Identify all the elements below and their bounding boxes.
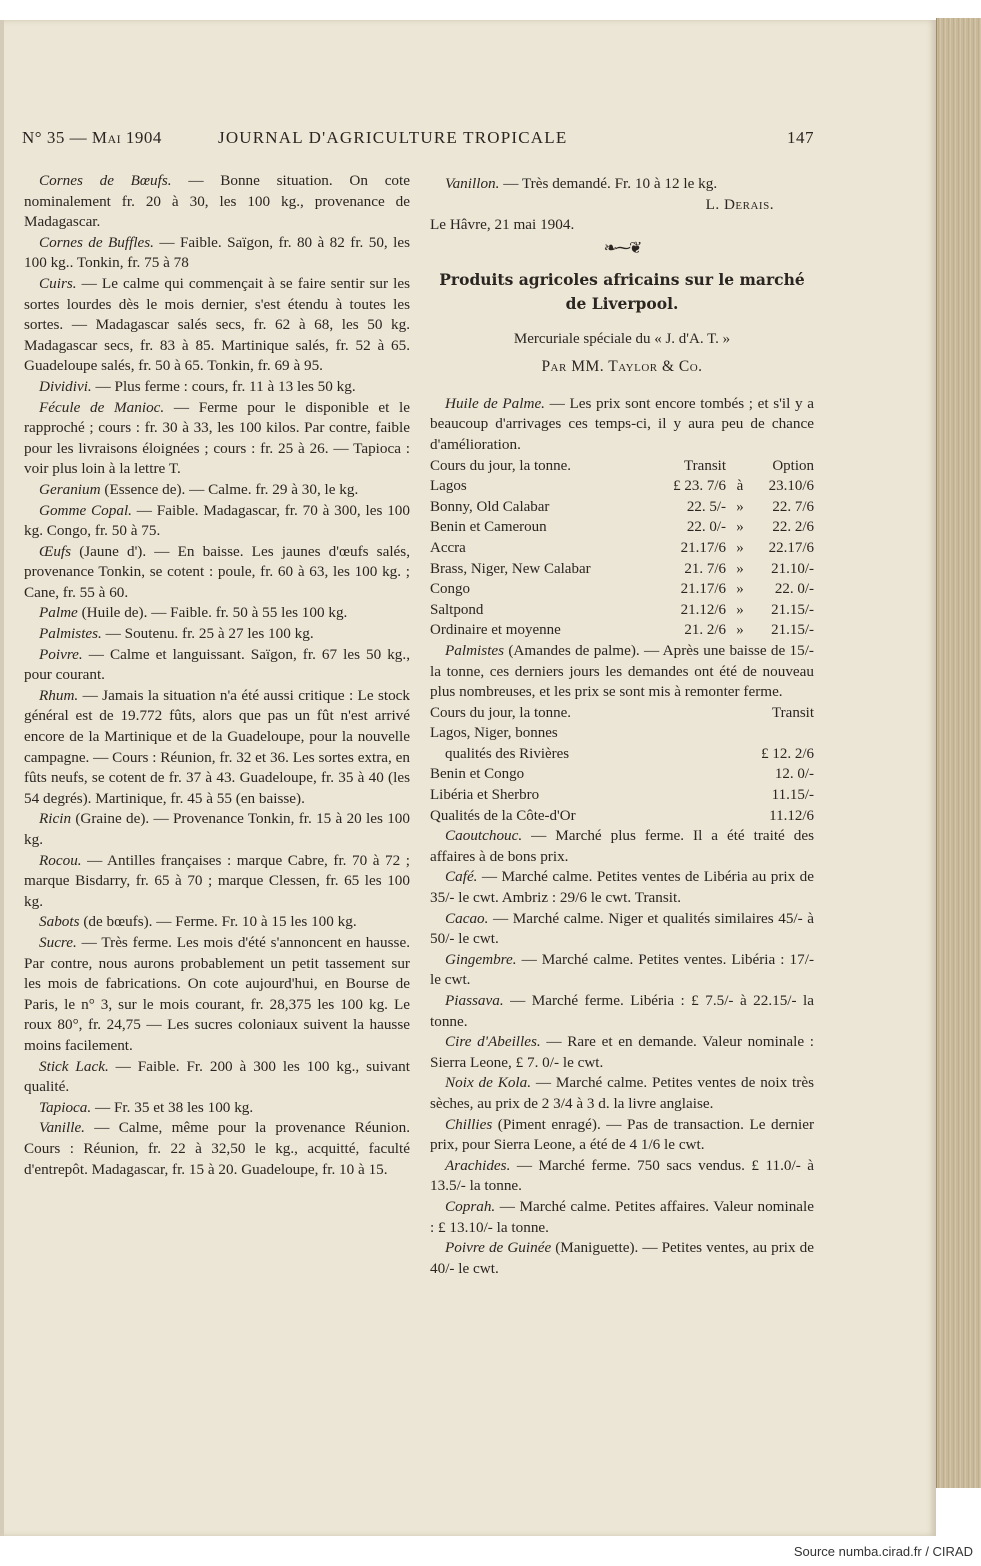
column-header: Cours du jour, la tonne. [430, 457, 572, 474]
right-column [430, 174, 814, 1279]
table-row: Bonny, Old Calabar 22. 5/- » 22. 7/6 [430, 498, 814, 515]
entry-paragraph: Poivre de Guinée (Maniguette). — Petites ventes, au prix de 40/- le cwt. [430, 1239, 814, 1277]
article-byline: Par MM. Taylor & Co. [541, 357, 703, 375]
place-date: Le Hâvre, 21 mai 1904. [430, 216, 575, 234]
entry-paragraph: Rhum. — Jamais la situation n'a été aussi critique : Le stock général est de 19.772 fûts, alors que pas un fût n'est arrivé encore de la Martinique et de la Guadeloupe, pour la nouvelle campagne. — Cours : Réunion, fr. 32 et 36. Les sortes extra, en fûts neufs, se cotent de fr. 37 à 43. Guadeloupe, fr. 35 à 40 (les 54 degrés). Martinique, fr. 45 à 55 (en baisse). [24, 686, 410, 807]
palm-oil-price-table [430, 456, 814, 641]
entry-paragraph: Vanille. — Calme, même pour la provenance Réunion. Cours : Réunion, fr. 22 à 32,50 le kg., acquitté, faculté d'entrepôt. Madagascar, fr. 15 à 20. Guadeloupe, fr. 10 à 15. [24, 1119, 410, 1178]
entry-paragraph: Cacao. — Marché calme. Niger et qualités similaires 45/- à 50/- le cwt. [430, 909, 814, 948]
source-credit: Source numba.cirad.fr / CIRAD [793, 1544, 973, 1559]
entry-paragraph: Ricin (Graine de). — Provenance Tonkin, fr. 15 à 20 les 100 kg. [24, 810, 410, 848]
entry-paragraph: Gomme Copal. — Faible. Madagascar, fr. 70 à 300, les 100 kg. Congo, fr. 50 à 75. [24, 501, 410, 540]
entry-paragraph: Chillies (Piment enragé). — Pas de transaction. Le dernier prix, pour Sierra Leone, a été de 4 1/6 le cwt. [430, 1115, 814, 1154]
entry-paragraph: Vanillon. — Très demandé. Fr. 10 à 12 le kg. [445, 175, 718, 192]
table-row: Libéria et Sherbro 11.15/- [430, 787, 814, 804]
page-gutter-shadow [0, 20, 4, 1536]
entry-paragraph: Sabots (de bœufs). — Ferme. Fr. 10 à 15 les 100 kg. [39, 913, 357, 931]
entry-paragraph: Tapioca. — Fr. 35 et 38 les 100 kg. [39, 1098, 254, 1116]
table-row: Brass, Niger, New Calabar 21. 7/6 » 21.10/- [430, 560, 814, 577]
table-row: Qualités de la Côte-d'Or 11.12/6 [430, 807, 814, 824]
entry-paragraph: Poivre. — Calme et languissant. Saïgon, fr. 67 les 50 kg., pour courant. [24, 645, 410, 684]
column-header: Option [772, 457, 814, 474]
table-row: Accra 21.17/6 » 22.17/6 [430, 539, 814, 556]
entry-paragraph: Café. — Marché calme. Petites ventes de Libéria au prix de 35/- le cwt. Ambriz : 29/6 le cwt. Transit. [430, 868, 814, 907]
entry-paragraph: Cire d'Abeilles. — Rare et en demande. Valeur nominale : Sierra Leone, £ 7. 0/- le cwt. [430, 1033, 814, 1071]
column-header: Transit [684, 457, 726, 474]
table-row: Benin et Cameroun 22. 0/- » 22. 2/6 [430, 519, 814, 536]
journal-title: JOURNAL D'AGRICULTURE TROPICALE [218, 128, 568, 147]
table-row: Lagos £ 23. 7/6 à 23.10/6 [430, 478, 814, 495]
entry-paragraph: Geranium (Essence de). — Calme. fr. 29 à 30, le kg. [39, 480, 359, 498]
entry-paragraph: Dividivi. — Plus ferme : cours, fr. 11 à 13 les 50 kg. [39, 377, 356, 395]
entry-paragraph: Coprah. — Marché calme. Petites affaires. Valeur nominale : £ 13.10/- la tonne. [430, 1197, 814, 1236]
table-row: Congo 21.17/6 » 22. 0/- [430, 581, 814, 598]
page-stack-edge [936, 18, 981, 1488]
entry-paragraph: Arachides. — Marché ferme. 750 sacs vendus. £ 11.0/- à 13.5/- la tonne. [430, 1156, 814, 1195]
entry-paragraph: Cornes de Bœufs. — Bonne situation. On cote nominalement fr. 20 à 30, les 100 kg., provenance de Madagascar. [24, 172, 410, 231]
entry-paragraph: Palmistes (Amandes de palme). — Après une baisse de 15/- la tonne, ces derniers jours les demandes ont été de nouveau plus nombreuses, et les prix se sont mis à remonter ferme. [430, 641, 814, 701]
entry-paragraph: Rocou. — Antilles françaises : marque Cabre, fr. 70 à 72 ; marque Bisdarry, fr. 65 à 70 ; marque Clessen, fr. 65 les 100 kg. [24, 851, 410, 910]
table-row: Benin et Congo 12. 0/- [430, 766, 814, 783]
table-row: Ordinaire et moyenne 21. 2/6 » 21.15/- [430, 622, 814, 639]
table-row: Lagos, Niger, bonnes [430, 725, 558, 742]
entry-paragraph: Palme (Huile de). — Faible. fr. 50 à 55 les 100 kg. [39, 604, 348, 622]
column-header: Cours du jour, la tonne. [430, 704, 572, 721]
entry-paragraph: Caoutchouc. — Marché plus ferme. Il a été traité des affaires à de bons prix. [430, 827, 814, 865]
table-header-row [430, 703, 814, 724]
issue-date: N° 35 — Mai 1904 [22, 128, 162, 147]
table-header-row [430, 456, 814, 477]
table-row: Saltpond 21.12/6 » 21.15/- [430, 601, 814, 618]
left-column [24, 171, 410, 1180]
running-header [22, 128, 814, 154]
entry-paragraph: Palmistes. — Soutenu. fr. 25 à 27 les 100 kg. [39, 625, 314, 643]
entry-paragraph: Œufs (Jaune d'). — En baisse. Les jaunes d'œufs salés, provenance Tonkin, se cotent : poule, fr. 60 à 63, les 100 kg. ; Cane, fr. 55 à 60. [24, 542, 410, 601]
entry-paragraph: Piassava. — Marché ferme. Libéria : £ 7.5/- à 22.15/- la tonne. [430, 992, 814, 1030]
page-number: 147 [787, 128, 814, 147]
column-header: Transit [772, 704, 814, 721]
entry-paragraph: Fécule de Manioc. — Ferme pour le disponible et le rapproché ; cours : fr. 30 à 33, les 100 kilos. Par contre, faible pour les livraisons éloignées ; cours : fr. 25 à 26. — Tapioca : voir plus loin à la lettre T. [24, 398, 410, 478]
entry-paragraph: Gingembre. — Marché calme. Petites ventes. Libéria : 17/- le cwt. [430, 950, 814, 989]
palm-kernel-price-table [430, 703, 814, 827]
entry-paragraph: Cuirs. — Le calme qui commençait à se faire sentir sur les sortes lourdes dès le mois dernier, s'est étendu à toutes les sortes. — Madagascar salés secs, fr. 62 à 68, les 50 kg. Madagascar secs, fr. 83 à 85. Martinique salés, fr. 52 à 65. Guadeloupe salés, fr. 50 à 65. Tonkin, fr. 69 à 95. [24, 274, 410, 375]
article-title: Produits agricoles africains sur le marché de Liverpool. [439, 269, 805, 313]
entry-paragraph: Huile de Palme. — Les prix sont encore tombés ; et s'il y a beaucoup d'arrivages ces temps-ci, il y aura peu de chance d'amélioration. [430, 394, 814, 453]
ornament-icon: ❧⁓❦ [603, 239, 641, 257]
entry-paragraph: Stick Lack. — Faible. Fr. 200 à 300 les 100 kg., suivant qualité. [24, 1057, 410, 1096]
table-row: qualités des Rivières £ 12. 2/6 [445, 745, 814, 762]
author-signature: L. Derais. [705, 195, 774, 213]
entry-paragraph: Sucre. — Très ferme. Les mois d'été s'annoncent en hausse. Par contre, nous aurons probablement un petit tassement sur les mois de fabrications. On cote aujourd'hui, en Bourse de Paris, le n° 3, sur le mois courant, fr. 28,375 les 100 kg. Le roux 80°, fr. 24,75 — Les sucres coloniaux suivent la hausse moins facilement. [24, 933, 410, 1054]
entry-paragraph: Cornes de Buffles. — Faible. Saïgon, fr. 80 à 82 fr. 50, les 100 kg.. Tonkin, fr. 75 à 78 [24, 233, 410, 272]
entry-paragraph: Noix de Kola. — Marché calme. Petites ventes de noix très sèches, au prix de 2 3/4 à 3 d. la livre anglaise. [430, 1074, 814, 1112]
article-subtitle: Mercuriale spéciale du « J. d'A. T. » [513, 330, 731, 347]
